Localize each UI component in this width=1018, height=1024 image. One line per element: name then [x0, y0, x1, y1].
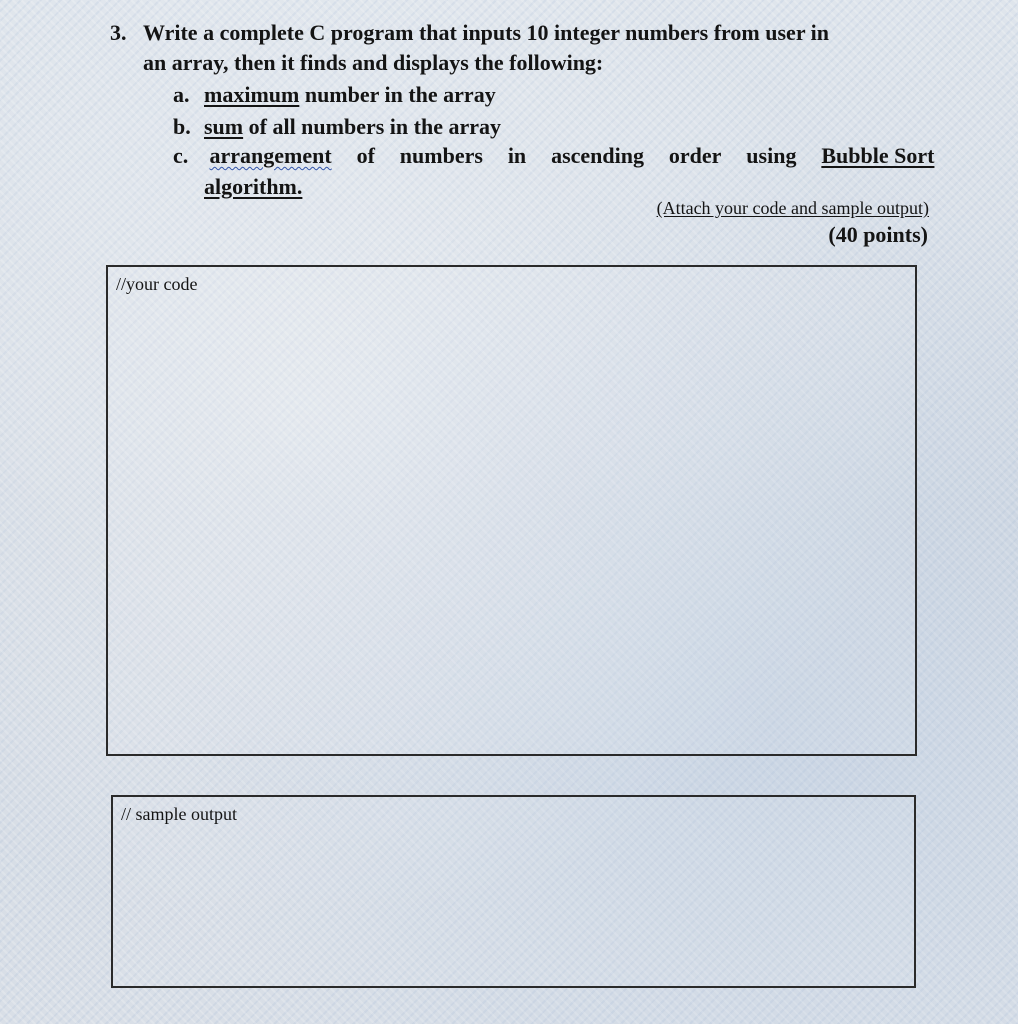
item-word: in: [507, 143, 527, 168]
item-text: number in the array: [299, 82, 496, 107]
code-answer-box[interactable]: [106, 265, 917, 756]
question-text-line2: an array, then it finds and displays the following:: [143, 50, 604, 75]
item-word: of: [356, 143, 375, 168]
list-item-maximum: [173, 80, 496, 110]
code-box-label: //your code: [116, 274, 198, 294]
item-letter: a.: [173, 82, 190, 107]
item-word: numbers: [399, 143, 483, 168]
points-label: (40 points): [828, 222, 928, 247]
item-word: order: [668, 143, 722, 168]
item-word: ascending: [551, 143, 644, 168]
item-text: of all numbers in the array: [243, 114, 502, 139]
item-keyword-bubble-sort: Bubble Sort: [821, 143, 935, 168]
list-item-sum: [173, 112, 501, 142]
item-keyword-algorithm: algorithm.: [204, 174, 303, 199]
item-keyword: sum: [204, 114, 244, 139]
item-keyword: maximum: [204, 82, 300, 107]
item-letter: c.: [173, 143, 189, 168]
question-text-line1: Write a complete C program that inputs 10 integer numbers from user in: [143, 20, 830, 45]
question-number: 3.: [110, 20, 127, 45]
item-word: using: [746, 143, 797, 168]
output-answer-box[interactable]: [111, 795, 916, 988]
item-justified-line: [210, 141, 935, 171]
list-item-arrangement: [173, 141, 935, 171]
item-letter: b.: [173, 114, 191, 139]
output-box-label: // sample output: [121, 804, 237, 824]
attach-note: (Attach your code and sample output): [656, 198, 929, 218]
list-item-continuation: [204, 172, 302, 202]
item-keyword: arrangement: [209, 143, 332, 168]
